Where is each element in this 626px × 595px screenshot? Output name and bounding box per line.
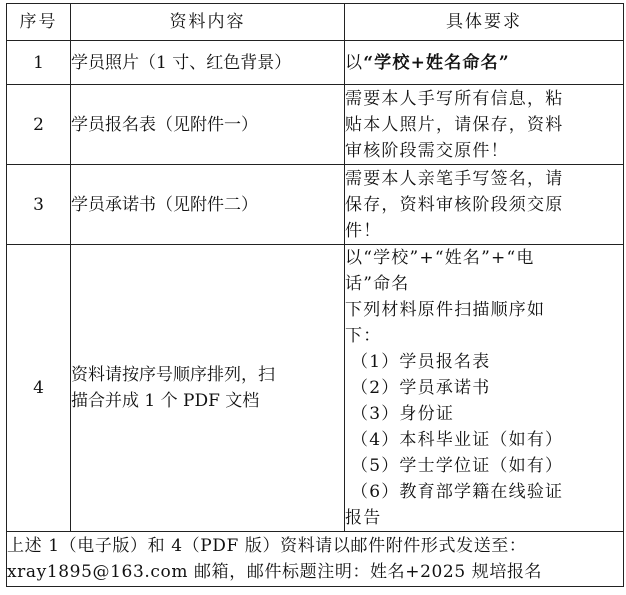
- row-number: 1: [7, 41, 71, 85]
- requirement-line: 下列材料原件扫描顺序如: [345, 300, 546, 320]
- requirement-list-item: （4）本科毕业证（如有）: [351, 430, 564, 450]
- requirement-list-item: （1）学员报名表: [351, 352, 491, 372]
- table-row: [7, 245, 624, 532]
- material-line: 资料请按序号顺序排列，扫: [71, 365, 275, 385]
- submission-note: [7, 532, 624, 587]
- note-row: [7, 532, 624, 587]
- requirement-list-item: （6）教育部学籍在线验证: [351, 482, 564, 502]
- requirements-table: [6, 3, 624, 587]
- requirement-line: 贴本人照片，请保存，资料: [345, 114, 564, 135]
- requirement-prefix: 以: [345, 52, 364, 73]
- row-number: 3: [7, 165, 71, 245]
- requirement-line: 需要本人亲笔手写签名，请: [345, 168, 564, 189]
- table-row: [7, 165, 624, 245]
- table-row: [7, 85, 624, 165]
- row-requirement: [345, 41, 624, 85]
- row-number: 4: [7, 245, 71, 532]
- row-material: 学员报名表（见附件一）: [71, 85, 345, 165]
- table-header-row: [7, 4, 624, 41]
- requirement-line: 件！: [345, 220, 382, 241]
- requirement-bold: “学校+姓名命名”: [363, 52, 510, 73]
- header-number: 序号: [7, 4, 71, 41]
- header-requirement: 具体要求: [345, 4, 624, 41]
- requirement-line: 报告: [345, 508, 382, 528]
- row-material: 学员照片（1 寸、红色背景）: [71, 41, 345, 85]
- note-line: 上述 1（电子版）和 4（PDF 版）资料请以邮件附件形式发送至：: [7, 536, 527, 556]
- header-material: 资料内容: [71, 4, 345, 41]
- row-requirement: [345, 165, 624, 245]
- table-row: [7, 41, 624, 85]
- requirement-list-item: （2）学员承诺书: [351, 378, 491, 398]
- requirement-list-item: （5）学士学位证（如有）: [351, 456, 564, 476]
- material-line: 描合并成 1 个 PDF 文档: [71, 391, 260, 411]
- requirement-line: 需要本人手写所有信息，粘: [345, 88, 564, 109]
- requirement-line: 以“学校”+“姓名”+“电: [345, 248, 535, 268]
- row-material: 学员承诺书（见附件二）: [71, 165, 345, 245]
- row-requirement: [345, 245, 624, 532]
- row-number: 2: [7, 85, 71, 165]
- requirement-list-item: （3）身份证: [351, 404, 455, 424]
- requirement-line: 保存，资料审核阶段须交原: [345, 194, 564, 215]
- row-requirement: [345, 85, 624, 165]
- note-line: xray1895@163.com 邮箱，邮件标题注明：姓名+2025 规培报名: [7, 562, 543, 582]
- requirement-line: 审核阶段需交原件！: [345, 140, 509, 161]
- requirement-line: 下：: [345, 326, 382, 346]
- requirement-line: 话”命名: [345, 274, 410, 294]
- row-material: [71, 245, 345, 532]
